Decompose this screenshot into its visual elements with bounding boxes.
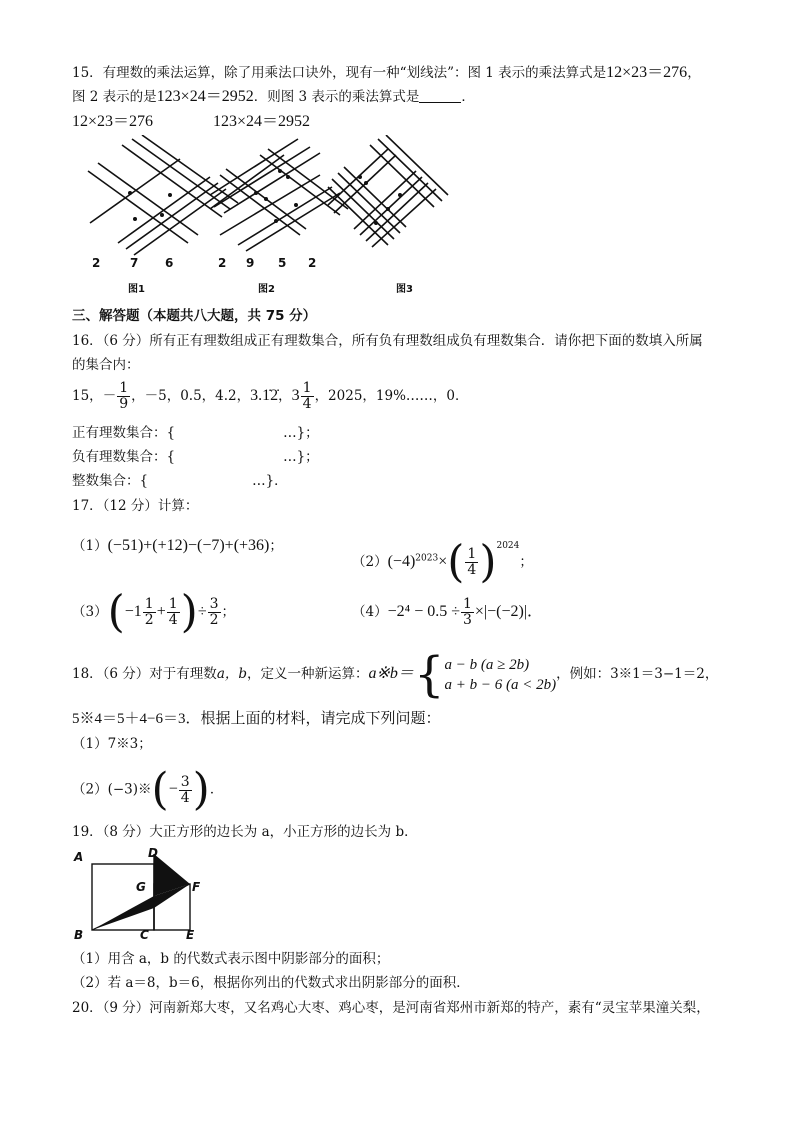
figure-2-lines: [210, 139, 348, 251]
piecewise-cases: [444, 655, 556, 695]
q18-part2-expr: （2）(−3)※: [72, 781, 152, 798]
point-e-label: E: [186, 928, 195, 942]
q16-line1: 16．（6 分）所有正有理数组成正有理数集合，所有负有理数组成负有理数集合．请你把下面的数填入所属: [72, 333, 703, 349]
section-title: 三、解答题（本题共八大题，共 75 分）: [72, 308, 317, 324]
q17-part3: [72, 586, 236, 638]
fig2-label: 图2: [258, 284, 275, 295]
q20-line1: 20．（9 分）河南新郑大枣，又名鸡心大枣、鸡心枣，是河南省郑州市新郑的特产，素有“灵宝苹果潼关梨，: [72, 1000, 710, 1016]
q16-line2: 的集合内：: [72, 357, 140, 373]
fraction-denominator: 4: [180, 789, 190, 806]
part-label: （4）: [352, 604, 388, 620]
negative-set: [72, 448, 319, 466]
q18-text: 18．（6 分）对于有理数: [72, 666, 217, 682]
fraction-denominator: 2: [144, 612, 154, 628]
q15-eq2: 123×24＝2952: [156, 88, 254, 105]
q17-title: 17．（12 分）计算：: [72, 498, 199, 514]
fraction-numerator: 1: [144, 596, 154, 612]
fig2-equation: 123×24＝2952: [213, 113, 311, 130]
variables: a，b: [216, 666, 248, 682]
q18-part2: [72, 764, 224, 815]
case-1: a − b (a ≥ 2b): [444, 656, 530, 673]
q15-line2-end: ．: [461, 89, 475, 105]
line-multiplication-figures: [70, 135, 450, 260]
fraction-one-quarter: [465, 547, 478, 578]
fig2-digit-1: 2: [218, 256, 227, 270]
point-f-label: F: [192, 880, 201, 894]
answer-blank[interactable]: [419, 88, 461, 103]
q19-part2: （2）若 a＝8，b＝6，根据你列出的代数式求出阴影部分的面积．: [72, 975, 470, 991]
repeating-decimal: 3.1̇2̇: [250, 387, 279, 404]
q15-line2: [72, 88, 475, 106]
left-paren: (: [447, 536, 465, 588]
q15-line2-pre: 图 2 表示的是: [72, 89, 157, 105]
positive-set-label: 正有理数集合：{: [72, 425, 176, 441]
set-end: …}；: [283, 425, 319, 441]
fig1-label: 图1: [128, 284, 145, 295]
left-paren: (: [151, 764, 169, 815]
punct: ；: [221, 604, 236, 620]
case-2: a + b − 6 (a < 2b): [444, 676, 557, 693]
example: ，例如：3※1＝3−1＝2，: [556, 666, 719, 682]
fraction-one-quarter: [301, 381, 314, 412]
q16-numbers: 15，－ $\frac{1}{9}$ ，－5，0.5，4.2，3.1̇2̇，3 $\frac{1}{4}$ ，2025，19%……，0．: [72, 380, 469, 412]
part-label: （2）: [352, 554, 388, 570]
q15-line2-post: ．则图 3 表示的乘法算式是: [253, 89, 420, 105]
expression-base: (−4): [387, 553, 416, 570]
operation: a※b＝: [368, 665, 414, 682]
integer-set-label: 整数集合：{: [72, 473, 149, 489]
fig1-equation: 12×23＝276: [72, 113, 154, 130]
q18-line1: [72, 646, 719, 703]
right-paren: ): [192, 764, 210, 815]
fig2-digit-4: 2: [308, 256, 317, 270]
fig2-digit-3: 5: [278, 256, 287, 270]
right-paren: ): [180, 586, 198, 638]
integer-set: [72, 472, 288, 490]
right-paren: ): [479, 536, 497, 588]
fig3-label: 图3: [396, 284, 413, 295]
fraction-numerator: 1: [463, 596, 472, 612]
q15-line1: 15．有理数的乘法运算，除了用乘法口诀外，现有一种“划线法”：图 1 表示的乘法算式是12×23＝276，: [72, 64, 701, 81]
part-label: （1）: [72, 538, 108, 554]
squares-diagram: [84, 850, 214, 938]
shaded-triangle-top: [154, 854, 190, 896]
q18-text-mid: ，定义一种新运算：: [247, 666, 369, 682]
fraction-numerator: 1: [168, 596, 178, 612]
fraction-three-halves: [208, 597, 221, 628]
fraction-denominator: 2: [209, 612, 219, 628]
plus-sign: +: [156, 603, 166, 620]
expression: −2⁴ − 0.5 ÷: [387, 603, 460, 620]
point-b-label: B: [74, 928, 84, 942]
point-d-label: D: [148, 846, 158, 860]
fig1-digit-2: 7: [130, 256, 139, 270]
q19-line1: 19．（8 分）大正方形的边长为 a，小正方形的边长为 b．: [72, 824, 418, 840]
fraction-one-quarter: [167, 597, 180, 628]
minus-sign: －: [102, 388, 117, 404]
fraction-denominator: 4: [302, 396, 312, 412]
q19-part1: （1）用含 a，b 的代数式表示图中阴影部分的面积；: [72, 951, 390, 967]
number-list-end: ，2025，19%……，0．: [314, 388, 469, 404]
point-g-label: G: [136, 880, 146, 894]
fraction-denominator: 4: [168, 612, 178, 628]
number-15: 15，: [72, 388, 103, 404]
fraction-denominator: 4: [467, 562, 477, 578]
exponent: 2024: [496, 541, 520, 551]
punct: ；: [519, 554, 533, 570]
fraction-denominator: 3: [463, 612, 472, 628]
q18-line2: 5※4＝5＋4−6＝3．根据上面的材料，请完成下列问题：: [72, 711, 441, 727]
punct: ．: [209, 781, 224, 798]
point-c-label: C: [140, 928, 149, 942]
left-paren: (: [107, 586, 125, 638]
fraction-numerator: 3: [209, 596, 219, 612]
q17-part1: [72, 537, 283, 555]
q15-eq1: 12×23＝276: [606, 64, 688, 81]
q17-part4: [352, 590, 543, 634]
positive-set: [72, 424, 319, 442]
exponent: 2023: [415, 553, 439, 564]
expression: (−51)+(+12)−(−7)+(+36): [107, 537, 270, 554]
fig1-digit-1: 2: [92, 256, 101, 270]
minus-sign: −1: [124, 603, 142, 620]
negative-set-label: 负有理数集合：{: [72, 449, 176, 465]
fraction-denominator: 9: [119, 396, 129, 412]
figure-3-lines: [328, 135, 448, 247]
minus-sign: −: [168, 780, 178, 798]
fraction-one-third: [461, 597, 474, 628]
set-end: …}；: [283, 449, 319, 465]
fraction-three-quarters: [179, 775, 192, 806]
divide-sign: ÷: [197, 603, 207, 620]
left-brace: {: [413, 646, 445, 703]
fraction-numerator: 1: [467, 546, 477, 562]
fraction-numerator: 1: [302, 380, 312, 396]
q18-part1: （1）7※3；: [72, 736, 152, 752]
times-sign: ×: [438, 553, 448, 570]
mixed-number-int: 3: [291, 387, 300, 404]
fraction-one-ninth: [117, 381, 130, 412]
fraction-one-half: [143, 597, 156, 628]
point-a-label: A: [74, 850, 84, 864]
q17-part2: [352, 524, 533, 588]
part-label: （3）: [72, 604, 108, 620]
number-list: ，－5，0.5，4.2，: [131, 388, 251, 404]
fraction-numerator: 3: [180, 773, 190, 790]
figure-1-lines: [88, 135, 238, 255]
q15-text: 15．有理数的乘法运算，除了用乘法口诀外，现有一种“划线法”：图 1 表示的乘法算式是: [72, 65, 607, 81]
large-square: [92, 864, 154, 930]
expression-tail: ×|−(−2)|．: [474, 603, 544, 620]
fraction-numerator: 1: [119, 380, 129, 396]
set-end: …}．: [252, 473, 288, 489]
fig1-digit-3: 6: [165, 256, 174, 270]
fig2-digit-2: 9: [246, 256, 255, 270]
punct: ；: [269, 538, 283, 554]
